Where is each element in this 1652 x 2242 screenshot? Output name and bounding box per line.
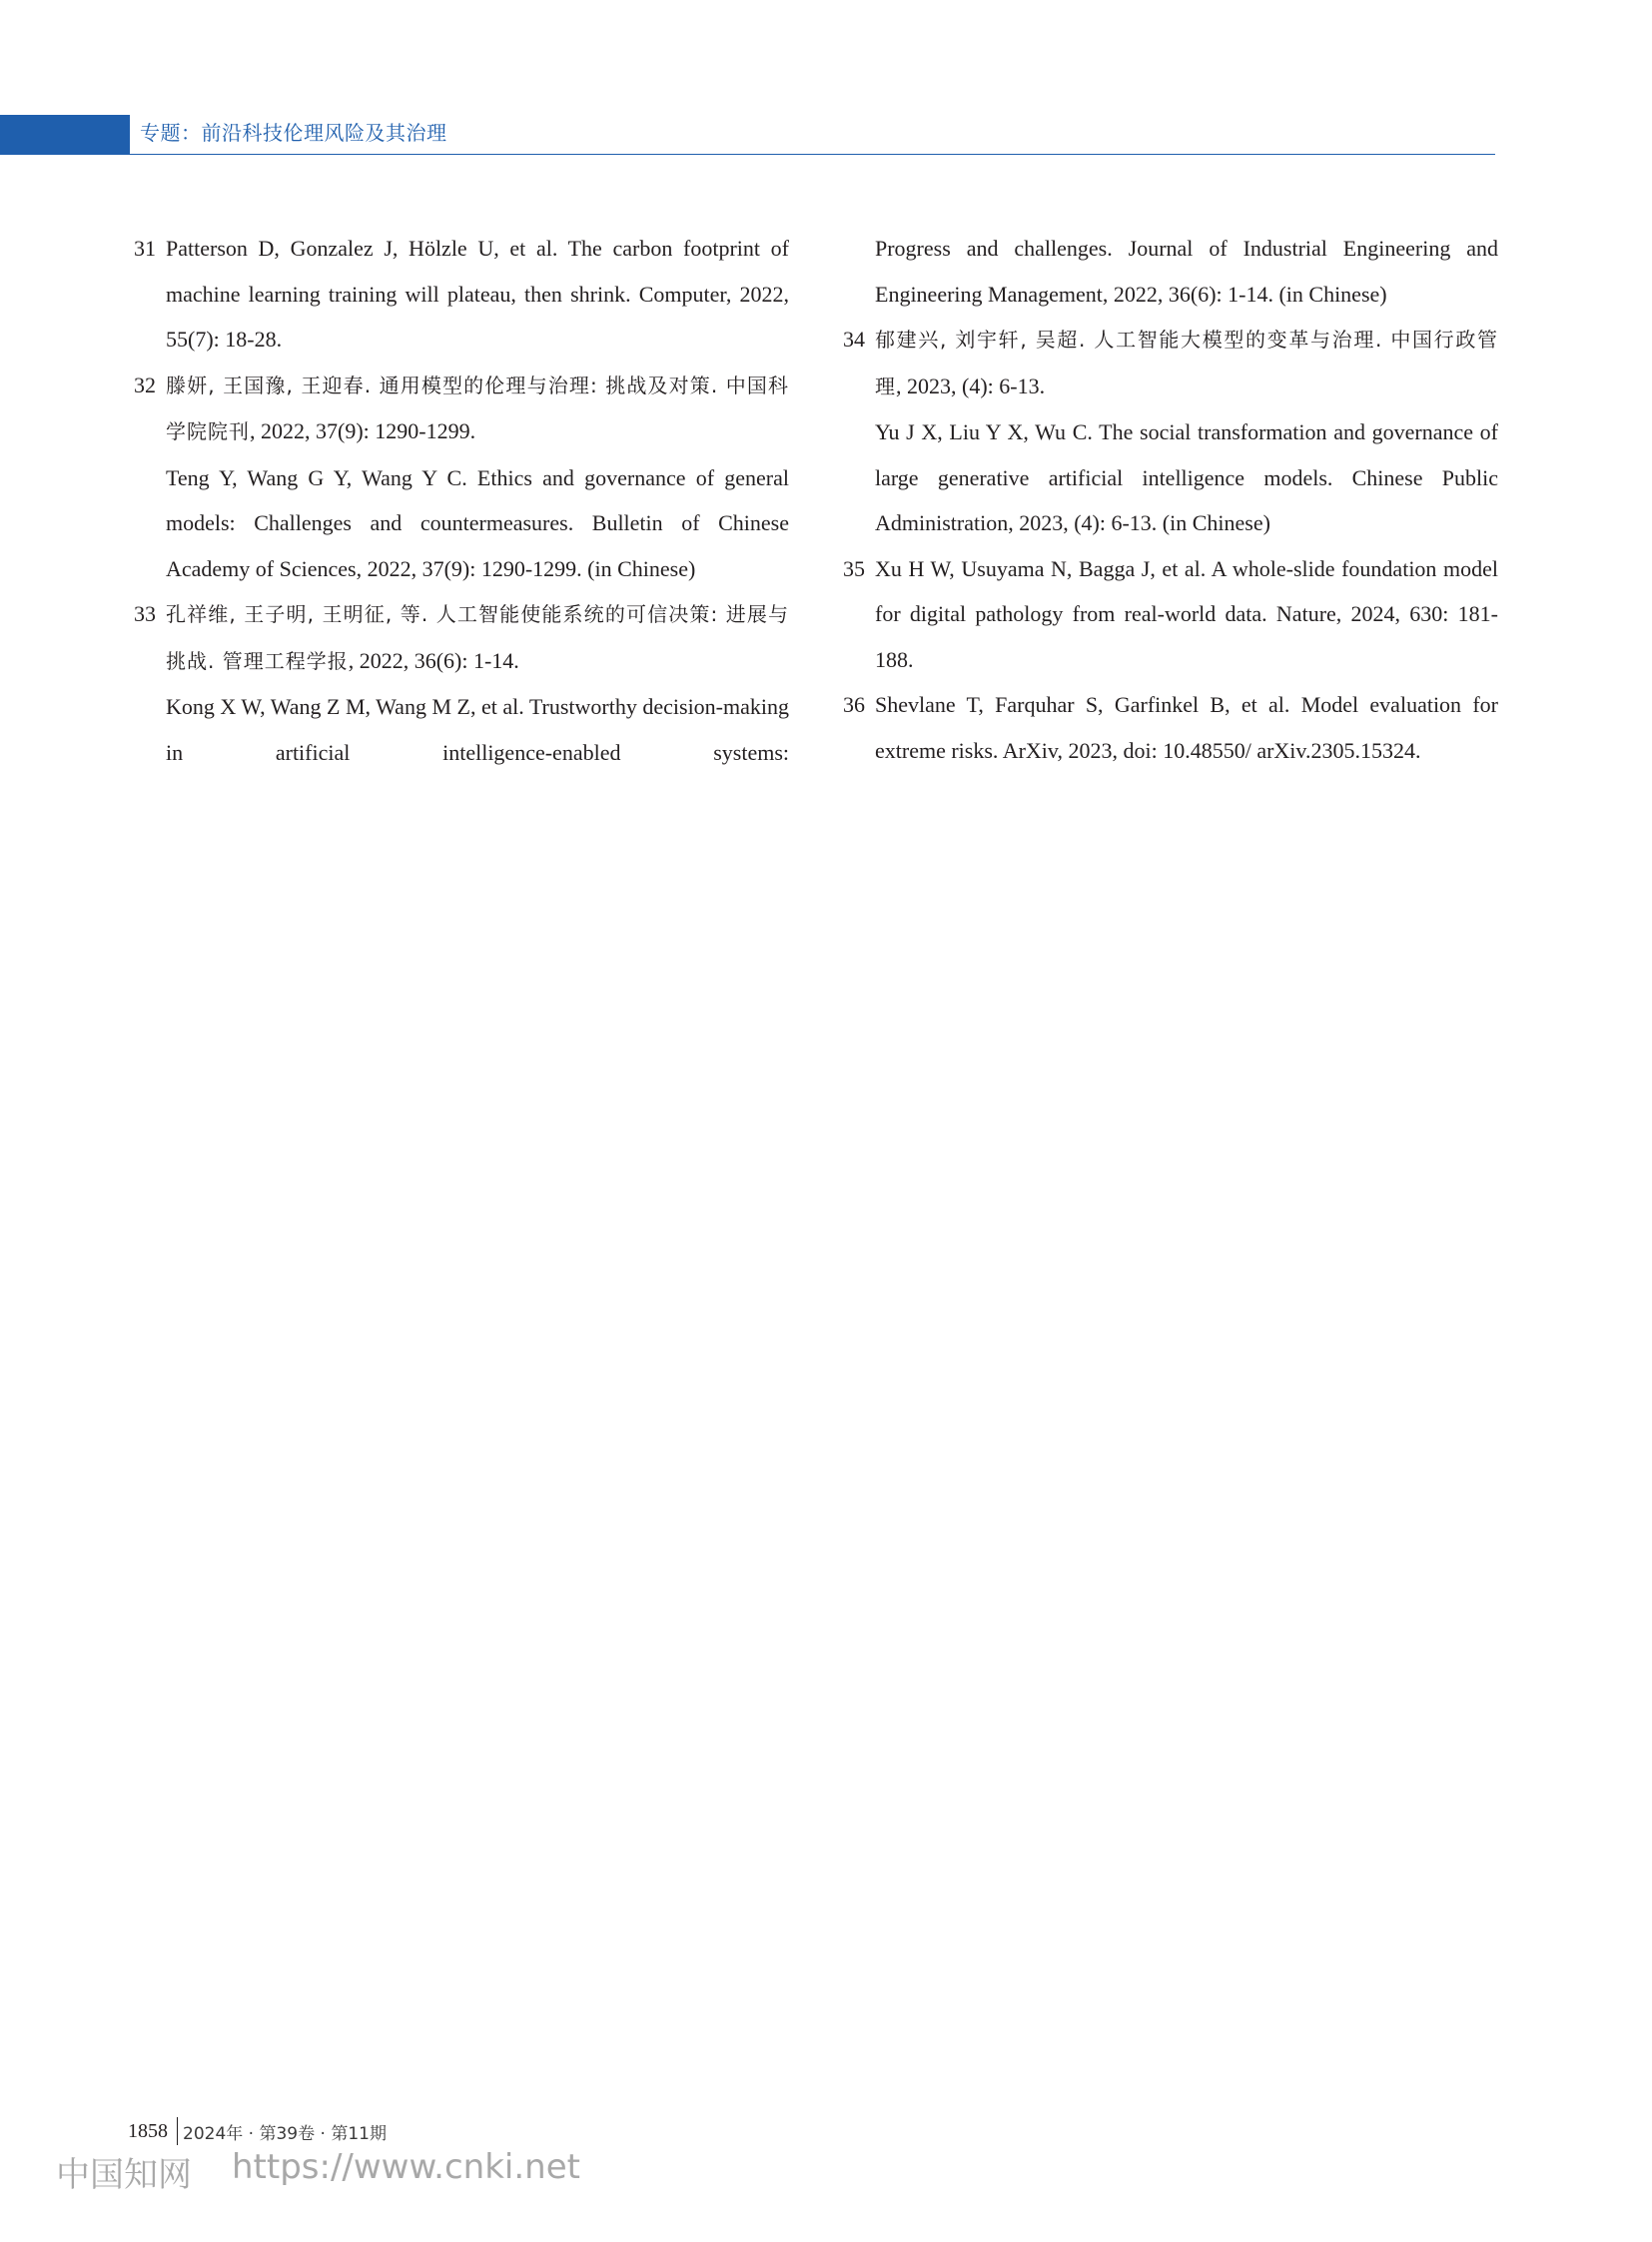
issue-info: 2024年 · 第39卷 · 第11期 bbox=[183, 2123, 387, 2144]
reference-text-en: Teng Y, Wang G Y, Wang Y C. Ethics and governance of general models: Challenges and countermeasures. Bulletin of Chinese Academy of Sciences, 2022, 37(9): 1290-1299. (in Chinese) bbox=[166, 464, 789, 581]
reference-number: 34 bbox=[843, 327, 865, 352]
reference-number: 35 bbox=[843, 555, 865, 581]
reference-number: 36 bbox=[843, 692, 865, 717]
reference-text-cn: 孔祥维, 王子明, 王明征, 等. 人工智能使能系统的可信决策: 进展与挑战. 管理工程学报, 2022, 36(6): 1-14. bbox=[166, 602, 789, 673]
reference-item bbox=[134, 226, 789, 363]
header-rule bbox=[130, 154, 1495, 155]
reference-text-en: Kong X W, Wang Z M, Wang M Z, et al. Trustworthy decision-making in artificial intelligence-enabled systems: bbox=[166, 694, 789, 765]
header-accent-bar bbox=[0, 115, 130, 155]
reference-item bbox=[843, 317, 1498, 546]
reference-number: 31 bbox=[134, 236, 156, 261]
reference-item bbox=[843, 546, 1498, 683]
footer-divider bbox=[177, 2117, 178, 2145]
reference-number: 33 bbox=[134, 601, 156, 626]
reference-text-cn: 郁建兴, 刘宇轩, 吴超. 人工智能大模型的变革与治理. 中国行政管理, 2023, (4): 6-13. bbox=[875, 328, 1498, 398]
cnki-watermark bbox=[56, 2147, 580, 2196]
reference-item bbox=[843, 682, 1498, 773]
references-left-column bbox=[134, 226, 789, 775]
reference-text-en: Shevlane T, Farquhar S, Garfinkel B, et al. Model evaluation for extreme risks. ArXiv, 2023, doi: 10.48550/ arXiv.2305.15324. bbox=[875, 692, 1498, 763]
reference-item bbox=[134, 363, 789, 592]
watermark-brand: 中国知网 bbox=[56, 2155, 192, 2195]
reference-text-en: Xu H W, Usuyama N, Bagga J, et al. A whole-slide foundation model for digital pathology from real-world data. Nature, 2024, 630: 181-188. bbox=[875, 555, 1498, 672]
watermark-url: https://www.cnki.net bbox=[232, 2147, 580, 2187]
references-right-column bbox=[843, 226, 1498, 773]
reference-continuation bbox=[875, 226, 1498, 317]
page-number: 1858 bbox=[128, 2119, 168, 2142]
reference-text-en: Patterson D, Gonzalez J, Hölzle U, et al. The carbon footprint of machine learning training will plateau, then shrink. Computer, 2022, 55(7): 18-28. bbox=[166, 236, 789, 352]
section-header-title: 专题：前沿科技伦理风险及其治理 bbox=[140, 121, 447, 145]
reference-item bbox=[134, 591, 789, 775]
reference-text-en: Progress and challenges. Journal of Industrial Engineering and Engineering Management, 2022, 36(6): 1-14. (in Chinese) bbox=[875, 236, 1498, 307]
reference-text-en: Yu J X, Liu Y X, Wu C. The social transformation and governance of large generative artificial intelligence models. Chinese Public Administration, 2023, (4): 6-13. (in Chinese) bbox=[875, 419, 1498, 535]
reference-text-cn: 滕妍, 王国豫, 王迎春. 通用模型的伦理与治理: 挑战及对策. 中国科学院院刊, 2022, 37(9): 1290-1299. bbox=[166, 373, 789, 443]
reference-number: 32 bbox=[134, 372, 156, 397]
page-footer bbox=[128, 2117, 387, 2145]
